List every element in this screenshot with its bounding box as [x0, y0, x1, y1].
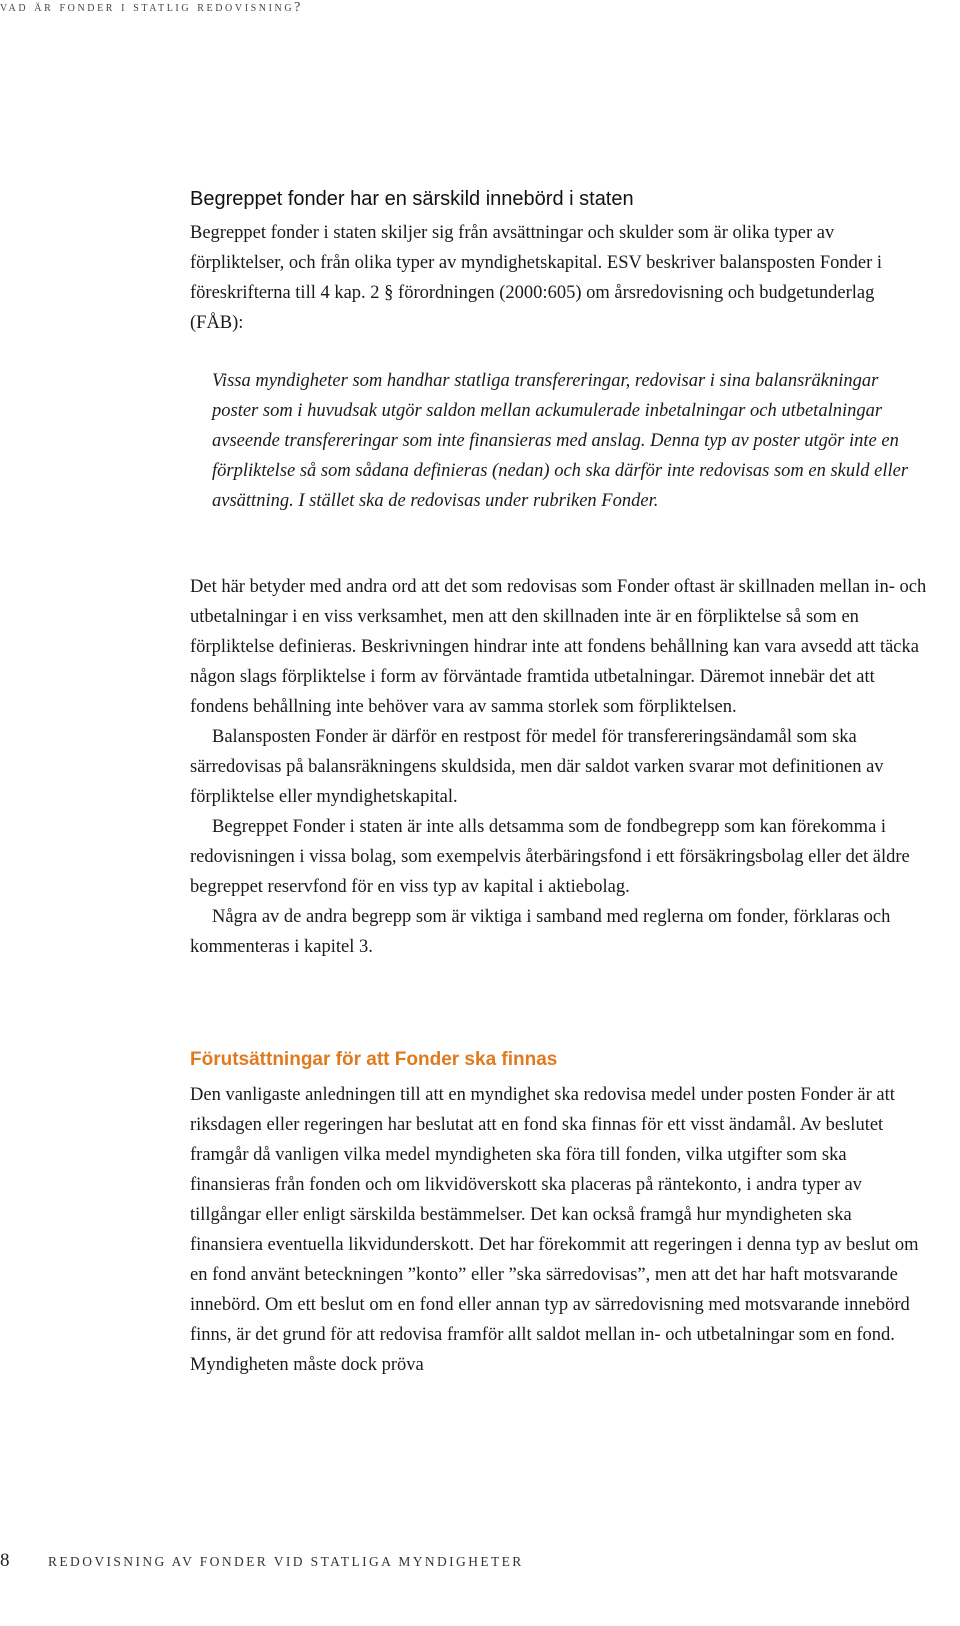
- page-number: 8: [0, 1550, 10, 1571]
- body-text-section1: [190, 572, 927, 962]
- intro-paragraph: Begreppet fonder i staten skiljer sig från avsättningar och skulder som är olika typer av förpliktelser, och från olika typer av myndighetskapital. ESV beskriver balansposten Fonder i föreskrifterna till 4 kap. 2 § förordningen (2000:605) om årsredovisning och budgetunderlag (FÅB):: [190, 223, 882, 333]
- body-paragraph: Balansposten Fonder är därför en restpost för medel för transfereringsändamål som ska särredovisas på balansräkningens skuldsida, men där saldot varken svarar mot definitionen av förpliktelse eller myndighetskapital.: [190, 727, 884, 807]
- body-text-section2: [190, 1080, 927, 1380]
- body-paragraph: Några av de andra begrepp som är viktiga i samband med reglerna om fonder, förklaras och kommenteras i kapitel 3.: [190, 907, 891, 957]
- page-footer: [0, 1548, 960, 1578]
- body-paragraph: Den vanligaste anledningen till att en myndighet ska redovisa medel under posten Fonder är att riksdagen eller regeringen har beslutat att en fond ska finnas för ett visst ändamål. Av beslutet framgår då vanligen vilka medel myndigheten ska föra till fonden, vilka utgifter som ska finansieras från fonden och om likvidöverskott ska placeras på räntekonto, i andra typer av tillgångar eller enligt särskilda bestämmelser. Det kan också framgå hur myndigheten ska finansiera eventuella likvidunderskott. Det har förekommit att regeringen i denna typ av beslut om en fond använt beteckningen ”konto” eller ”ska särredovisas”, men att det har haft motsvarande innebörd. Om ett beslut om en fond eller annan typ av särredovisning med motsvarande innebörd finns, är det grund för att redovisa framför allt saldot mellan in- och utbetalningar som en fond. Myndigheten måste dock pröva: [190, 1085, 919, 1375]
- running-head: vad är fonder i statlig redovisning?: [0, 0, 303, 15]
- body-paragraph: Begreppet Fonder i staten är inte alls detsamma som de fondbegrepp som kan förekomma i redovisningen i vissa bolag, som exempelvis återbäringsfond i ett försäkringsbolag eller det äldre begreppet reservfond för en viss typ av kapital i aktiebolag.: [190, 817, 910, 897]
- body-paragraph: Det här betyder med andra ord att det som redovisas som Fonder oftast är skillnaden mellan in- och utbetalningar i en viss verksamhet, men att den skillnaden inte är en förpliktelse så som en förpliktelse definieras. Beskrivningen hindrar inte att fondens behållning kan vara avsedd att täcka någon slags förpliktelse i form av förväntade framtida utbetalningar. Däremot innebär det att fondens behållning inte behöver vara av samma storlek som förpliktelsen.: [190, 577, 927, 717]
- section-heading-fonder-innebord: Begreppet fonder har en särskild innebörd i staten: [190, 188, 634, 210]
- section-heading-forutsattningar: Förutsättningar för att Fonder ska finnas: [190, 1049, 558, 1070]
- publication-title: REDOVISNING AV FONDER VID STATLIGA MYNDIGHETER: [48, 1554, 524, 1569]
- block-quote-esv: Vissa myndigheter som handhar statliga transfereringar, redovisar i sina balansräkningar poster som i huvudsak utgör saldon mellan ackumulerade inbetalningar och utbetalningar avseende transfereringar som inte finansieras med anslag. Denna typ av poster utgör inte en förpliktelse så som sådana definieras (nedan) och ska därför inte redovisas som en skuld eller avsättning. I stället ska de redovisas under rubriken Fonder.: [212, 371, 909, 511]
